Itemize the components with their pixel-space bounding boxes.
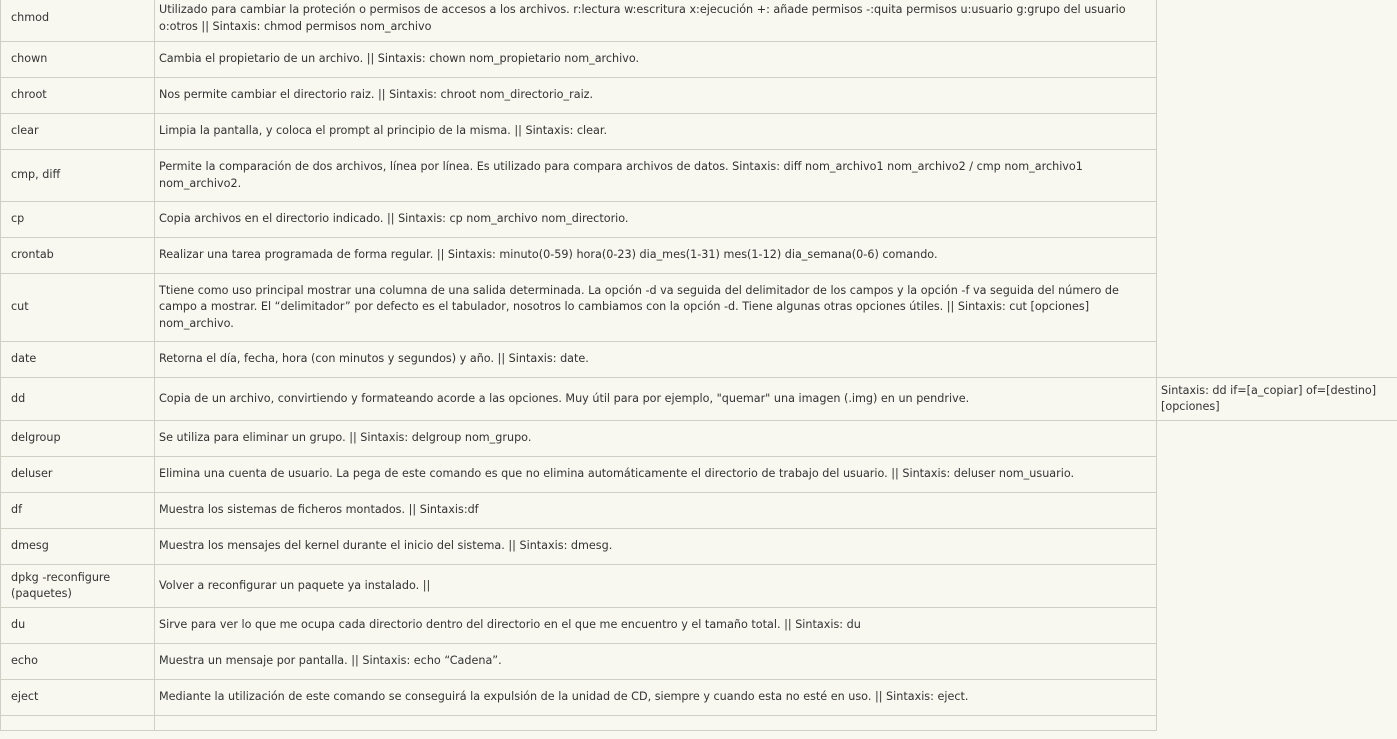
command-description-cell: Copia de un archivo, convirtiendo y formateando acorde a las opciones. Muy útil para por ejemplo, "quemar" una imagen (.img) en un pendrive.: [155, 378, 1157, 421]
command-extra-cell: [1157, 565, 1397, 608]
table-row: [1, 421, 1397, 457]
command-extra-cell: [1157, 608, 1397, 644]
command-description-cell: Limpia la pantalla, y coloca el prompt al principio de la misma. || Sintaxis: clear.: [155, 114, 1157, 150]
command-name-cell: chroot: [1, 78, 155, 114]
command-extra-cell: [1157, 42, 1397, 78]
command-extra-cell: [1157, 78, 1397, 114]
command-description-cell: Copia archivos en el directorio indicado. || Sintaxis: cp nom_archivo nom_directorio.: [155, 202, 1157, 238]
command-description-cell: Elimina una cuenta de usuario. La pega de este comando es que no elimina automáticamente el directorio de trabajo del usuario. || Sintaxis: deluser nom_usuario.: [155, 457, 1157, 493]
command-name-cell: clear: [1, 114, 155, 150]
command-name-cell: delgroup: [1, 421, 155, 457]
command-extra-cell: [1157, 150, 1397, 202]
command-description-cell: Muestra los sistemas de ficheros montados. || Sintaxis:df: [155, 493, 1157, 529]
command-name-cell: dpkg -reconfigure (paquetes): [1, 565, 155, 608]
command-description-cell: Cambia el propietario de un archivo. || Sintaxis: chown nom_propietario nom_archivo.: [155, 42, 1157, 78]
empty-cell: [1, 716, 155, 731]
command-extra-cell: [1157, 457, 1397, 493]
command-extra-cell: [1157, 238, 1397, 274]
command-name-cell: dd: [1, 378, 155, 421]
table-row: [1, 0, 1397, 42]
command-description-cell: Se utiliza para eliminar un grupo. || Sintaxis: delgroup nom_grupo.: [155, 421, 1157, 457]
command-name-cell: chmod: [1, 0, 155, 42]
command-name-cell: date: [1, 342, 155, 378]
table-row: [1, 342, 1397, 378]
command-description-cell: Muestra los mensajes del kernel durante el inicio del sistema. || Sintaxis: dmesg.: [155, 529, 1157, 565]
table-row: [1, 78, 1397, 114]
command-description-cell: Utilizado para cambiar la proteción o permisos de accesos a los archivos. r:lectura w:escritura x:ejecución +: añade permisos -:quita permisos u:usuario g:grupo del usuario o:otros || Sintaxis: chmod permisos nom_archivo: [155, 0, 1157, 42]
table-row: [1, 608, 1397, 644]
command-extra-cell: [1157, 680, 1397, 716]
table-row: [1, 644, 1397, 680]
table-row: [1, 238, 1397, 274]
command-extra-cell: [1157, 274, 1397, 342]
command-extra-cell: [1157, 493, 1397, 529]
command-extra-cell: [1157, 202, 1397, 238]
table-row: [1, 457, 1397, 493]
command-description-cell: Sirve para ver lo que me ocupa cada directorio dentro del directorio en el que me encuentro y el tamaño total. || Sintaxis: du: [155, 608, 1157, 644]
command-name-cell: dmesg: [1, 529, 155, 565]
command-extra-cell: [1157, 114, 1397, 150]
command-description-cell: Muestra un mensaje por pantalla. || Sintaxis: echo “Cadena”.: [155, 644, 1157, 680]
empty-cell: [155, 716, 1157, 731]
command-name-cell: deluser: [1, 457, 155, 493]
command-name-cell: eject: [1, 680, 155, 716]
command-description-cell: Permite la comparación de dos archivos, línea por línea. Es utilizado para compara archivos de datos. Sintaxis: diff nom_archivo1 nom_archivo2 / cmp nom_archivo1 nom_archivo2.: [155, 150, 1157, 202]
command-extra-cell: [1157, 644, 1397, 680]
command-extra-cell: [1157, 421, 1397, 457]
command-extra-cell: [1157, 0, 1397, 42]
table-row: [1, 529, 1397, 565]
command-name-cell: echo: [1, 644, 155, 680]
command-name-cell: chown: [1, 42, 155, 78]
command-description-cell: Nos permite cambiar el directorio raiz. || Sintaxis: chroot nom_directorio_raiz.: [155, 78, 1157, 114]
command-description-cell: Ttiene como uso principal mostrar una columna de una salida determinada. La opción -d va seguida del delimitador de los campos y la opción -f va seguida del número de campo a mostrar. El “delimitador” por defecto es el tabulador, nosotros lo cambiamos con la opción -d. Tiene algunas otras opciones útiles. || Sintaxis: cut [opciones] nom_archivo.: [155, 274, 1157, 342]
commands-table-body: [1, 0, 1397, 731]
command-description-cell: Realizar una tarea programada de forma regular. || Sintaxis: minuto(0-59) hora(0-23) dia_mes(1-31) mes(1-12) dia_semana(0-6) comando.: [155, 238, 1157, 274]
command-name-cell: cmp, diff: [1, 150, 155, 202]
table-row: [1, 716, 1397, 731]
command-name-cell: du: [1, 608, 155, 644]
command-extra-cell: [1157, 342, 1397, 378]
command-description-cell: Retorna el día, fecha, hora (con minutos y segundos) y año. || Sintaxis: date.: [155, 342, 1157, 378]
command-description-cell: Volver a reconfigurar un paquete ya instalado. ||: [155, 565, 1157, 608]
table-row: [1, 42, 1397, 78]
command-extra-cell: [1157, 529, 1397, 565]
table-row: [1, 274, 1397, 342]
command-name-cell: cp: [1, 202, 155, 238]
table-row: [1, 202, 1397, 238]
empty-cell: [1157, 716, 1397, 731]
table-row: [1, 493, 1397, 529]
command-name-cell: crontab: [1, 238, 155, 274]
command-extra-cell: Sintaxis: dd if=[a_copiar] of=[destino] [opciones]: [1157, 378, 1397, 421]
command-name-cell: df: [1, 493, 155, 529]
table-row: [1, 114, 1397, 150]
command-name-cell: cut: [1, 274, 155, 342]
table-row: [1, 150, 1397, 202]
table-row: [1, 565, 1397, 608]
table-row: [1, 680, 1397, 716]
table-row: [1, 378, 1397, 421]
command-description-cell: Mediante la utilización de este comando se conseguirá la expulsión de la unidad de CD, siempre y cuando esta no esté en uso. || Sintaxis: eject.: [155, 680, 1157, 716]
